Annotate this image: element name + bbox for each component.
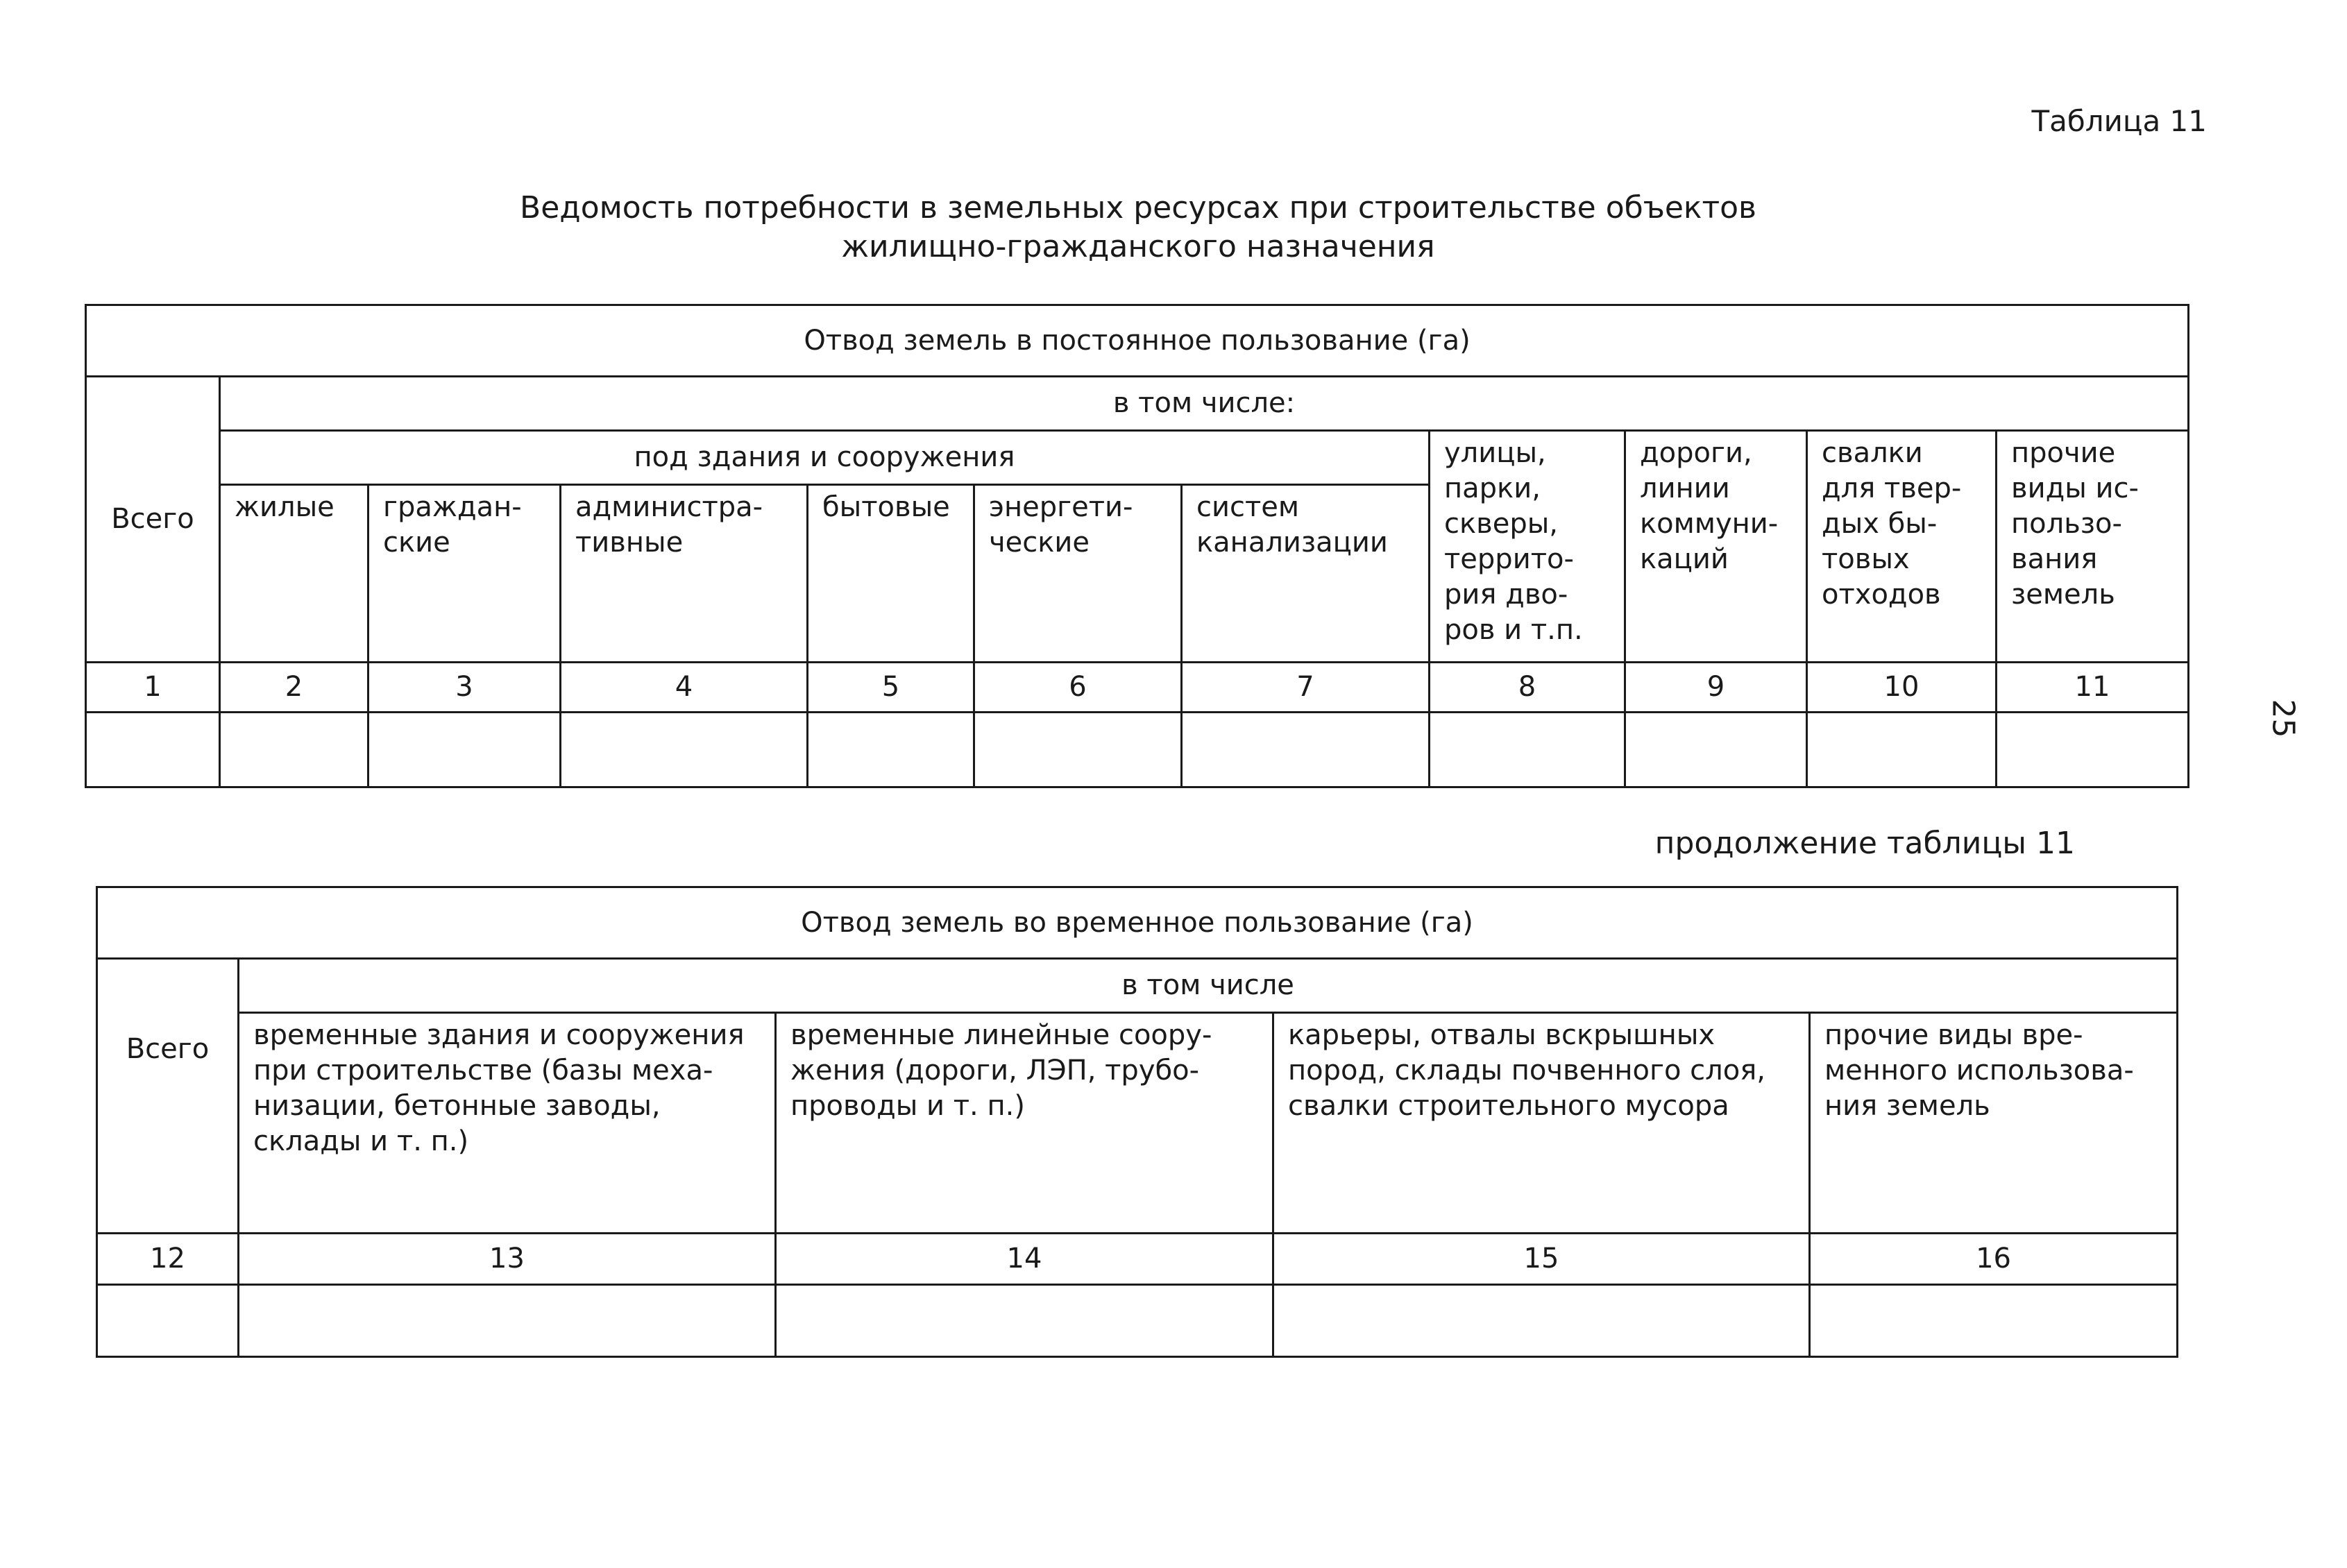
column-header-quarries-dumps: карьеры, отвалы вскрышных пород, склады почвенного слоя, свалки строительного мусора <box>1273 1013 1810 1234</box>
column-number: 16 <box>1810 1234 2178 1285</box>
empty-data-row <box>97 1285 2178 1357</box>
empty-cell <box>776 1285 1273 1357</box>
empty-cell <box>1430 713 1625 787</box>
empty-cell <box>1182 713 1430 787</box>
column-numbers-row <box>97 1234 2178 1285</box>
column-header-civil: граждан- ские <box>368 485 561 663</box>
empty-cell <box>239 1285 776 1357</box>
empty-cell <box>368 713 561 787</box>
empty-cell <box>808 713 974 787</box>
column-number: 11 <box>1997 663 2189 713</box>
column-header-other-uses: прочие виды ис- пользо- вания земель <box>1997 431 2189 663</box>
empty-cell <box>1807 713 1997 787</box>
continuation-label: продолжение таблицы 11 <box>1654 826 2075 861</box>
empty-cell <box>974 713 1182 787</box>
including-header: в том числе <box>239 959 2178 1013</box>
empty-cell <box>1997 713 2189 787</box>
empty-cell <box>1273 1285 1810 1357</box>
document-title-line-1: Ведомость потребности в земельных ресурсах при строительстве объектов <box>520 190 1756 225</box>
empty-cell <box>561 713 808 787</box>
column-number: 6 <box>974 663 1182 713</box>
column-number: 8 <box>1430 663 1625 713</box>
column-header-temporary-buildings: временные здания и сооружения при строительстве (базы меха- низации, бетонные заводы, склады и т. п.) <box>239 1013 776 1234</box>
buildings-group-header: под здания и сооружения <box>220 431 1430 485</box>
permanent-land-use-table <box>85 304 2189 788</box>
column-number: 1 <box>86 663 220 713</box>
table-number-label: Таблица 11 <box>2031 104 2207 138</box>
including-header: в том числе: <box>220 377 2189 431</box>
column-header-energy: энергети- ческие <box>974 485 1182 663</box>
column-number: 3 <box>368 663 561 713</box>
column-number: 4 <box>561 663 808 713</box>
empty-cell <box>1810 1285 2178 1357</box>
column-header-temporary-linear-structures: временные линейные соору- жения (дороги, ЛЭП, трубо- проводы и т. п.) <box>776 1013 1273 1234</box>
empty-cell <box>220 713 368 787</box>
column-header-administrative: администра- тивные <box>561 485 808 663</box>
column-number: 14 <box>776 1234 1273 1285</box>
document-title <box>208 189 2068 266</box>
temporary-use-header: Отвод земель во временное пользование (га) <box>97 887 2178 959</box>
column-header-landfills: свалки для твер- дых бы- товых отходов <box>1807 431 1997 663</box>
column-header-streets: улицы, парки, скверы, террито- рия дво- ров и т.п. <box>1430 431 1625 663</box>
column-number: 13 <box>239 1234 776 1285</box>
column-number: 12 <box>97 1234 239 1285</box>
empty-cell <box>97 1285 239 1357</box>
total-column-header: Всего <box>97 959 239 1234</box>
column-number: 10 <box>1807 663 1997 713</box>
total-column-header: Всего <box>86 377 220 663</box>
empty-cell <box>86 713 220 787</box>
page-number: 25 <box>2265 699 2301 738</box>
column-number: 9 <box>1625 663 1807 713</box>
column-header-household: бытовые <box>808 485 974 663</box>
column-numbers-row <box>86 663 2189 713</box>
column-number: 7 <box>1182 663 1430 713</box>
document-title-line-2: жилищно-гражданского назначения <box>841 229 1435 264</box>
column-header-roads: дороги, линии коммуни- каций <box>1625 431 1807 663</box>
column-number: 2 <box>220 663 368 713</box>
permanent-use-header: Отвод земель в постоянное пользование (га) <box>86 305 2189 377</box>
column-number: 15 <box>1273 1234 1810 1285</box>
empty-cell <box>1625 713 1807 787</box>
column-header-residential: жилые <box>220 485 368 663</box>
column-header-other-temporary-uses: прочие виды вре- менного использова- ния земель <box>1810 1013 2178 1234</box>
empty-data-row <box>86 713 2189 787</box>
temporary-land-use-table <box>96 886 2178 1358</box>
column-number: 5 <box>808 663 974 713</box>
column-header-sewerage: систем канализации <box>1182 485 1430 663</box>
